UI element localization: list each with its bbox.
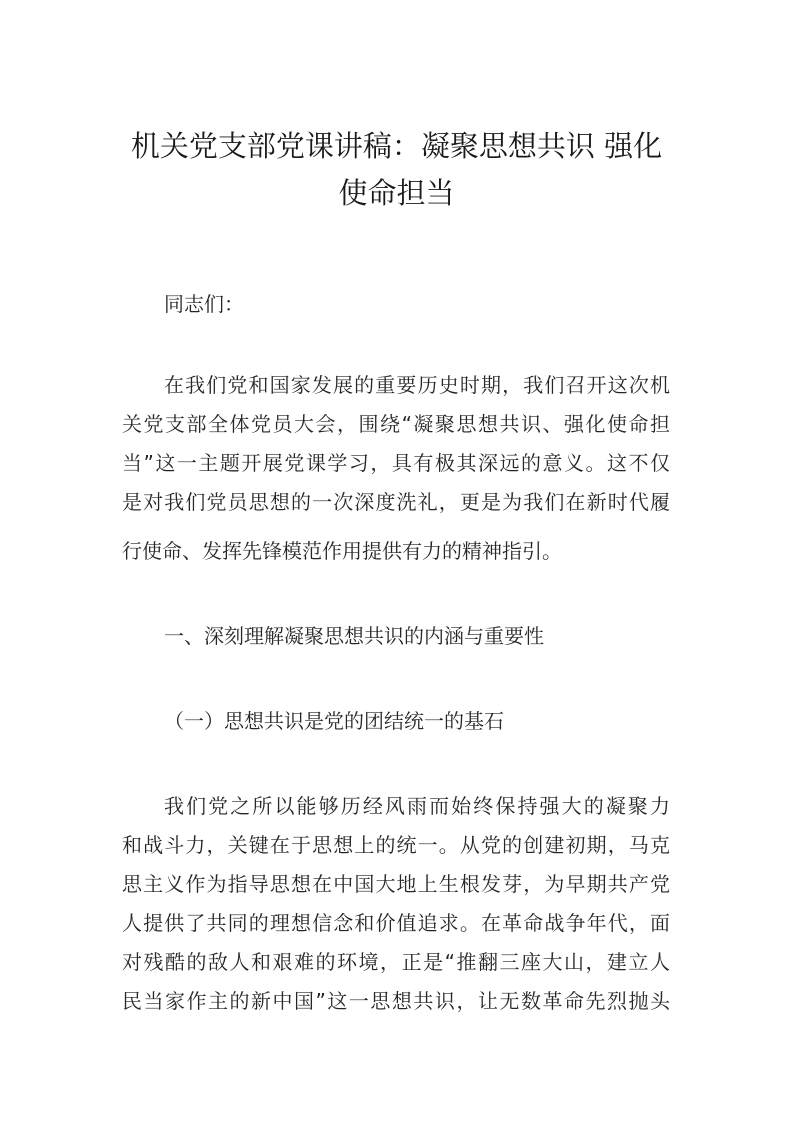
document-title-line-2: 使命担当 <box>338 176 455 210</box>
intro-line-5: 行使命、发挥先锋模范作用提供有力的精神指引。 <box>122 539 562 563</box>
body-line-1: 我们党之所以能够历经风雨而始终保持强大的凝聚力 <box>164 794 670 818</box>
body-line-3: 思主义作为指导思想在中国大地上生根发芽，为早期共产党 <box>122 872 670 896</box>
body-line-2: 和战斗力，关键在于思想上的统一。从党的创建初期，马克 <box>122 833 670 857</box>
intro-line-4: 是对我们党员思想的一次深度洗礼，更是为我们在新时代履 <box>122 490 670 514</box>
body-line-5: 对残酷的敌人和艰难的环境，正是“推翻三座大山，建立人 <box>122 950 670 974</box>
intro-line-2: 关党支部全体党员大会，围绕“凝聚思想共识、强化使命担 <box>122 412 670 436</box>
subsection-heading: （一）思想共识是党的团结统一的基石 <box>164 709 504 733</box>
intro-line-1: 在我们党和国家发展的重要历史时期，我们召开这次机 <box>164 373 670 397</box>
body-line-6: 民当家作主的新中国”这一思想共识，让无数革命先烈抛头 <box>122 989 670 1013</box>
document-title-line-1: 机关党支部党课讲稿：凝聚思想共识 强化 <box>130 129 663 163</box>
intro-line-3: 当”这一主题开展党课学习，具有极其深远的意义。这不仅 <box>122 451 670 475</box>
section-heading: 一、深刻理解凝聚思想共识的内涵与重要性 <box>164 624 544 648</box>
salutation: 同志们： <box>164 292 244 316</box>
body-line-4: 人提供了共同的理想信念和价值追求。在革命战争年代，面 <box>122 911 670 935</box>
